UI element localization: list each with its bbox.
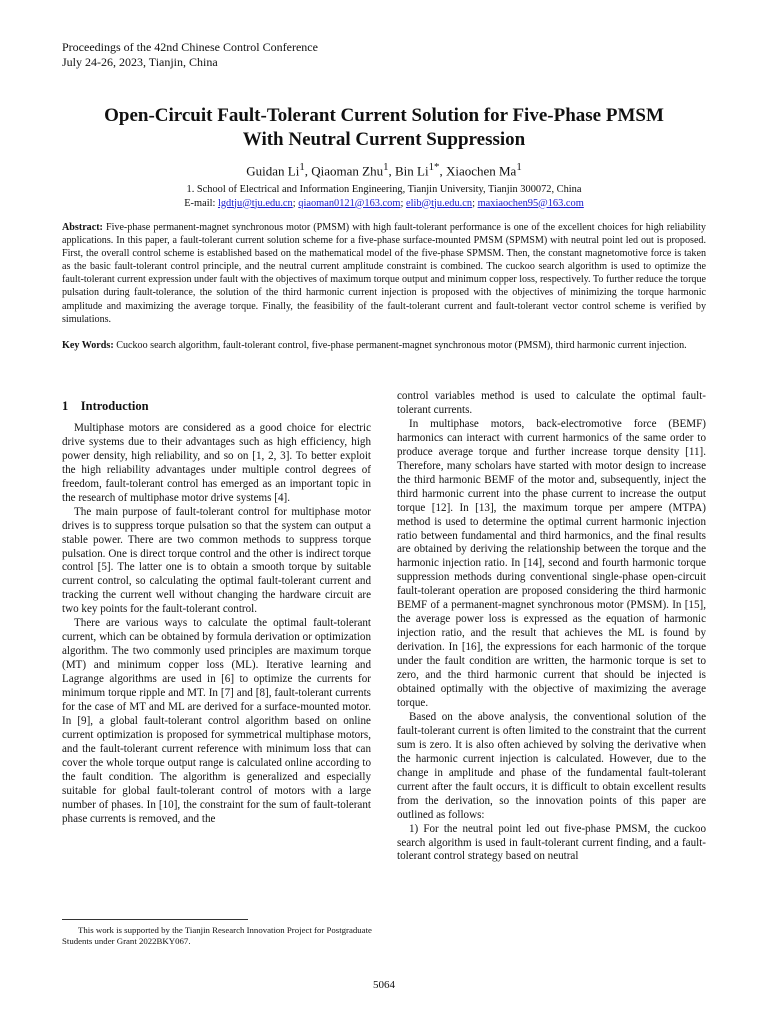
section-heading — [62, 400, 371, 414]
email-label: E-mail: — [184, 197, 218, 209]
abstract-label: Abstract: — [62, 222, 103, 233]
email-link[interactable]: maxiaochen95@163.com — [477, 197, 584, 209]
author-name: Guidan Li — [246, 163, 300, 179]
abstract — [62, 221, 706, 326]
paper-title — [40, 104, 728, 152]
keywords-label: Key Words: — [62, 340, 114, 351]
body-paragraph: control variables method is used to calculate the optimal fault-tolerant currents. — [397, 390, 706, 416]
author-name: Qiaoman Zhu — [311, 163, 384, 179]
email-link[interactable]: qiaoman0121@163.com — [298, 197, 401, 209]
author-affiliation-mark: 1 — [516, 161, 522, 173]
body-paragraph: 1) For the neutral point led out five-phase PMSM, the cuckoo search algorithm is used in fault-tolerant current finding, and a fault-tolerant control strategy based on neutral — [397, 822, 706, 863]
email-link[interactable]: lgdtju@tju.edu.cn — [217, 197, 293, 209]
right-column — [397, 390, 706, 864]
body-paragraph: Multiphase motors are considered as a good choice for electric drive systems due to their advantages such as high efficiency, high power density, high reliability, and so on [1, 2, 3]. To better exploit the high reliability advantages under multiple control degrees of freedom, fault-tolerant control has emerged as an important topic in the research of multiphase motor drive systems [4]. — [62, 421, 371, 504]
affiliation-text: 1. School of Electrical and Information Engineering, Tianjin University, Tianjin 300072, China — [186, 184, 582, 195]
conference-date-location: July 24-26, 2023, Tianjin, China — [62, 55, 218, 69]
body-paragraph: There are various ways to calculate the optimal fault-tolerant current, which can be obtained by formula derivation or optimization algorithm. The two commonly used principles are maximum torque (MT) and minimum copper loss (ML). Iterative learning and Lagrange algorithms are used in [6] to optimize the currents for minimum torque ripple and MT. In [7] and [8], fault-tolerant currents for the case of MT and ML are derived for a surface-mounted motor. In [9], a global fault-tolerant control algorithm based on online current optimization is proposed for symmetrical multiphase motors, and the fault-tolerant current reference with minimum loss that can cover the whole torque output range is calculated online according to the fault condition. The algorithm is generalized and especially suitable for global fault-tolerant control of motors with a large number of phases. In [10], the constraint for the sum of fault-tolerant phase currents is removed, and the — [62, 617, 371, 825]
email-link[interactable]: elib@tju.edu.cn — [405, 197, 473, 209]
footnote-divider — [62, 919, 248, 920]
affiliation-block — [40, 183, 728, 210]
abstract-text: Five-phase permanent-magnet synchronous motor (PMSM) with high fault-tolerant performance is one of the excellent choices for high reliability applications. In this paper, a fault-tolerant current solution scheme for a five-phase surface-mounted PMSM (SPMSM) with neutral point led out is proposed. First, the overall control scheme is established based on the mathematical model of the five-phase SPMSM. Then, the constant magnetomotive force is taken as the basic fault-tolerant control principle, and the neutral current amplitude constraint is combined. The cuckoo search algorithm is used to optimize the fault-tolerant current expression under fault with the objectives of maximum torque output and minimum copper loss, respectively. To further reduce the torque pulsation during fault-tolerance, the solution of the third harmonic current injection is proposed with the objectives of minimizing the torque harmonic amplitude and maximizing the average torque. Finally, the feasibility of the fault-tolerant current and fault-tolerant vector control scheme is verified by simulations. — [62, 222, 706, 325]
proceedings-name: Proceedings of the 42nd Chinese Control Conference — [62, 40, 318, 54]
funding-footnote — [62, 925, 374, 947]
body-paragraph: Based on the above analysis, the conventional solution of the fault-tolerant current is often limited to the constraint that the current sum is zero. It is also often achieved by solving the derivative when the harmonic current injection is calculated. However, due to the change in amplitude and phase of the fundamental fault-tolerant current after the fault occurs, it is difficult to obtain excellent results from the derivation, so the innovation points of this paper are outlined as follows: — [397, 710, 706, 821]
author-name: Bin Li — [395, 163, 429, 179]
page-number: 5064 — [373, 979, 395, 991]
title-line-1: Open-Circuit Fault-Tolerant Current Solution for Five-Phase PMSM — [104, 105, 664, 126]
author-affiliation-mark: 1* — [428, 161, 440, 173]
author-affiliation-mark: 1 — [383, 161, 389, 173]
title-line-2: With Neutral Current Suppression — [242, 129, 526, 150]
keywords-text: Cuckoo search algorithm, fault-tolerant control, five-phase permanent-magnet synchronous motor (PMSM), third harmonic current injection. — [116, 340, 687, 351]
author-name: Xiaochen Ma — [445, 163, 517, 179]
section-number: 1 — [62, 399, 69, 413]
body-paragraph: In multiphase motors, back-electromotive force (BEMF) harmonics can interact with current harmonics of the same order to produce average torque and further increase torque density [11]. Therefore, many scholars have started with motor design to increase the third harmonic BEMF of the motor and, subsequently, inject the third harmonic current into the phase current to increase the output torque [12]. In [13], the maximum torque per ampere (MTPA) method is used to determine the optimal current harmonic injection ratio between fundamental and third harmonics, and the final results are obtained by deriving the relationship between the torque and the harmonic injection ratio. In [14], second and fourth harmonic torque suppression methods during conventional single-phase open-circuit fault-tolerant operation are proposed considering the third harmonic BEMF of a permanent-magnet synchronous motor (PMSM). In [15], the average power loss is expressed as the equation of harmonic injection ratio, and the result that achieves the ML is found by derivation. In [16], the expressions for each harmonic of the torque under the fault condition are written, the harmonic torque is set to zero, and the third harmonic current that should be injected is obtained optimally with the objective of maximizing the average torque. — [397, 417, 706, 709]
email-line: E-mail: lgdtju@tju.edu.cn; qiaoman0121@163.com; elib@tju.edu.cn; maxiaochen95@163.com — [184, 197, 584, 209]
author-affiliation-mark: 1 — [299, 161, 305, 173]
section-title: Introduction — [80, 399, 149, 413]
body-paragraph: The main purpose of fault-tolerant control for multiphase motor drives is to suppress torque pulsation so that the system can output a stable power. There are two common methods to suppress torque pulsation. One is direct torque control and the other is indirect torque control [5]. The latter one is to obtain a smooth torque by suitable current control, so calculating the optimal fault-tolerant current and tracking the current well without changing the hardware circuit are two key points for the fault-tolerant control. — [62, 505, 371, 616]
keywords — [62, 339, 706, 352]
author-list: Guidan Li$^1$, Qiaoman Zhu$^1$, Bin $Li^{1*}$, Xiaochen Ma$^1$ — [246, 161, 522, 179]
footnote-text: This work is supported by the Tianjin Research Innovation Project for Postgraduate Students under Grant 2022BKY067. — [62, 925, 372, 946]
left-column — [62, 398, 371, 827]
proceedings-header — [62, 40, 318, 70]
